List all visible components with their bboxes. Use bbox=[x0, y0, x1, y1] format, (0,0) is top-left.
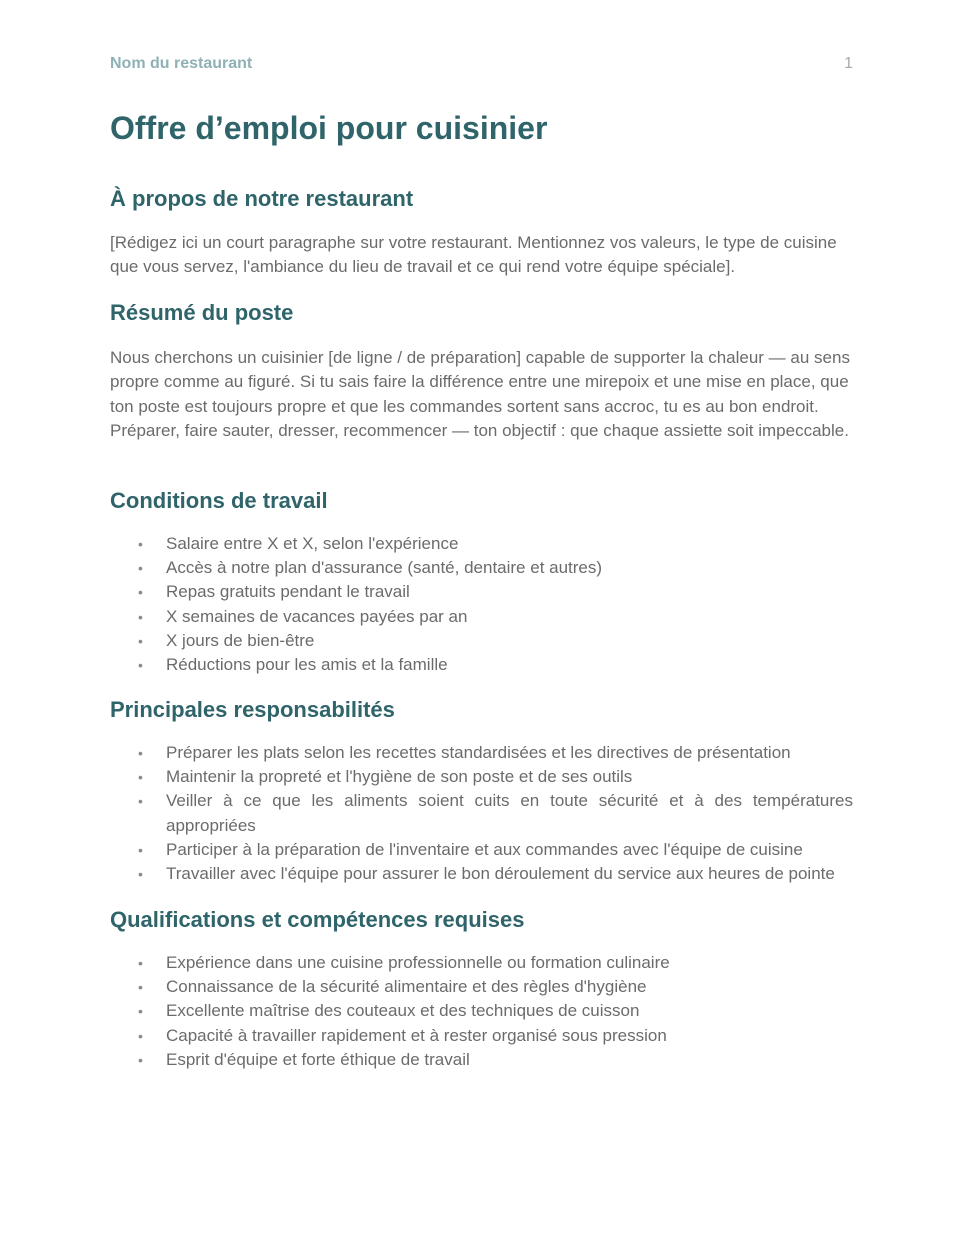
list-item: • X semaines de vacances payées par an bbox=[110, 605, 853, 629]
restaurant-name: Nom du restaurant bbox=[110, 55, 253, 72]
responsibilities-list bbox=[110, 741, 853, 886]
list-item: • Excellente maîtrise des couteaux et des techniques de cuisson bbox=[110, 999, 853, 1023]
bullet-icon: • bbox=[138, 1027, 143, 1044]
bullet-icon: • bbox=[138, 560, 143, 577]
list-item: • Veiller à ce que les aliments soient cuits en toute sécurité et à des températures appropriées bbox=[138, 791, 853, 835]
summary-paragraph: Nous cherchons un cuisinier [de ligne / de préparation] capable de supporter la chaleur — au sens propre comme au figuré. Si tu sais faire la différence entre une mirepoix et une mise en place, que ton poste est toujours propre et que les commandes sortent sans accroc, tu es au bon endroit. Préparer, faire sauter, dresser, recommencer — ton objectif : que chaque assiette soit impeccable. bbox=[110, 348, 850, 441]
list-item: • Capacité à travailler rapidement et à rester organisé sous pression bbox=[110, 1024, 853, 1048]
bullet-icon: • bbox=[138, 657, 143, 674]
list-item: • Connaissance de la sécurité alimentaire et des règles d'hygiène bbox=[110, 975, 853, 999]
bullet-icon: • bbox=[138, 1051, 143, 1068]
list-item: • Esprit d'équipe et forte éthique de travail bbox=[110, 1048, 853, 1072]
list-item: • Réductions pour les amis et la famille bbox=[110, 653, 853, 677]
responsibilities-heading: Principales responsabilités bbox=[110, 697, 395, 722]
bullet-icon: • bbox=[138, 866, 143, 883]
summary-heading: Résumé du poste bbox=[110, 300, 294, 325]
bullet-icon: • bbox=[138, 769, 143, 786]
bullet-icon: • bbox=[138, 955, 143, 971]
list-item: • X jours de bien-être bbox=[110, 629, 853, 653]
bullet-icon: • bbox=[138, 536, 143, 552]
list-item: • Accès à notre plan d'assurance (santé, dentaire et autres) bbox=[110, 556, 853, 580]
bullet-icon: • bbox=[138, 1003, 143, 1020]
bullet-icon: • bbox=[138, 608, 143, 625]
qualifications-heading: Qualifications et compétences requises bbox=[110, 907, 525, 932]
qualifications-list bbox=[110, 951, 853, 1072]
list-item: • Expérience dans une cuisine professionnelle ou formation culinaire bbox=[110, 951, 853, 975]
bullet-icon: • bbox=[138, 793, 143, 810]
bullet-icon: • bbox=[138, 979, 143, 996]
conditions-list bbox=[110, 532, 853, 677]
bullet-icon: • bbox=[138, 584, 143, 601]
bullet-icon: • bbox=[138, 632, 143, 649]
bullet-icon: • bbox=[138, 745, 143, 761]
page-title: Offre d’emploi pour cuisinier bbox=[110, 110, 548, 146]
list-item: • Salaire entre X et X, selon l'expérience bbox=[110, 532, 853, 556]
page-number: 1 bbox=[844, 55, 853, 72]
about-heading: À propos de notre restaurant bbox=[110, 186, 414, 211]
conditions-heading: Conditions de travail bbox=[110, 488, 328, 513]
list-item: • Repas gratuits pendant le travail bbox=[110, 580, 853, 604]
page-header bbox=[110, 55, 853, 75]
list-item: • Préparer les plats selon les recettes standardisées et les directives de présentation bbox=[110, 741, 853, 765]
list-item: • Travailler avec l'équipe pour assurer le bon déroulement du service aux heures de pointe bbox=[110, 862, 853, 886]
list-item: • Participer à la préparation de l'inventaire et aux commandes avec l'équipe de cuisine bbox=[110, 838, 853, 862]
about-paragraph: [Rédigez ici un court paragraphe sur votre restaurant. Mentionnez vos valeurs, le type de cuisine que vous servez, l'ambiance du lieu de travail et ce qui rend votre équipe spéciale]. bbox=[110, 233, 837, 277]
list-item: • Maintenir la propreté et l'hygiène de son poste et de ses outils bbox=[110, 765, 853, 789]
bullet-icon: • bbox=[138, 841, 143, 858]
